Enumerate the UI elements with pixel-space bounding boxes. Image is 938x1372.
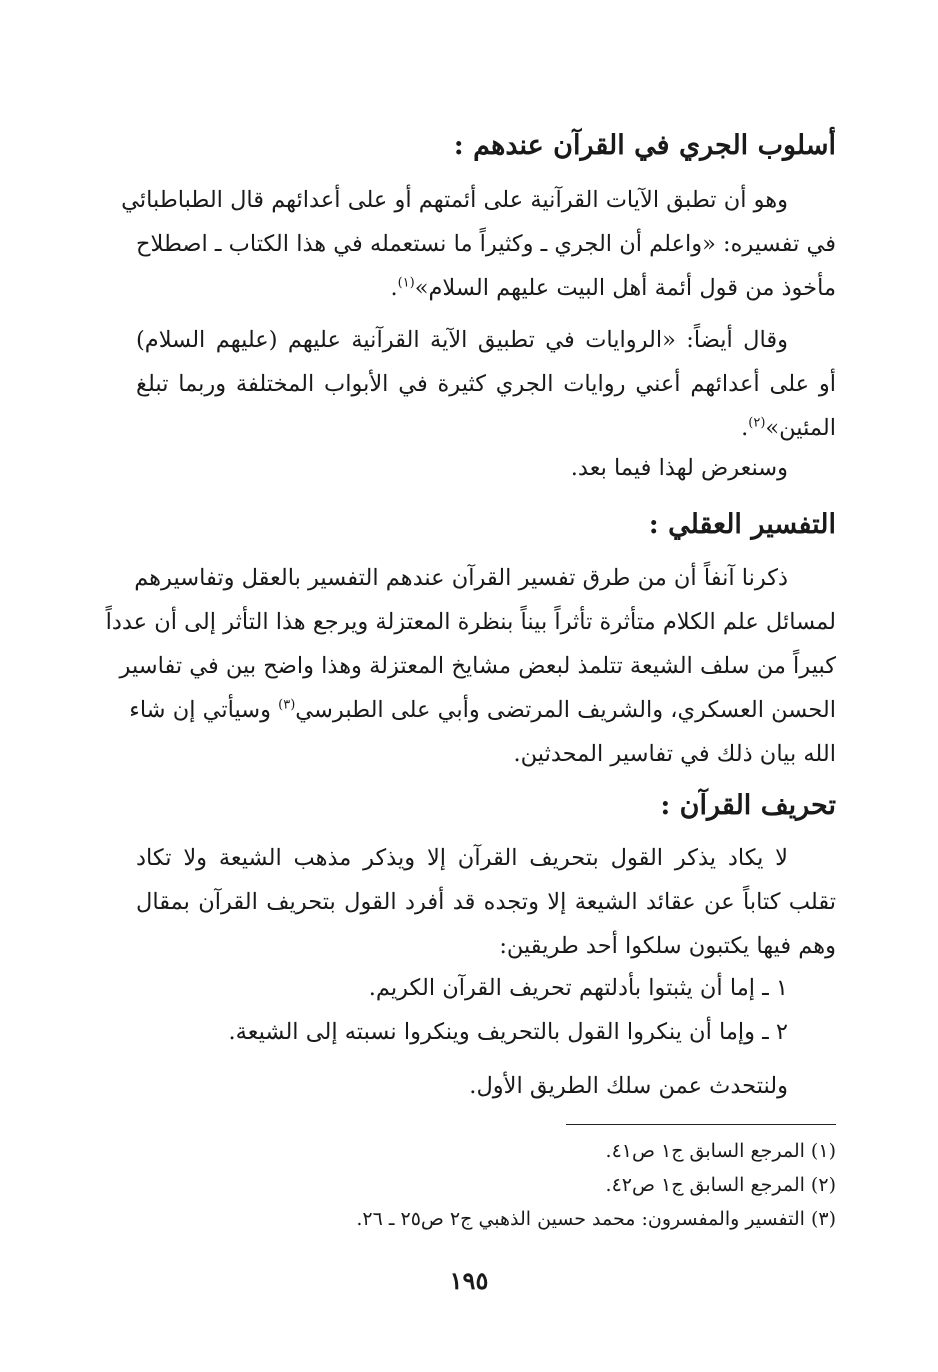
tahrif-approaches-list	[136, 966, 836, 1054]
text-line: وقال أيضاً: «الروايات في تطبيق الآية القرآنية عليهم (عليهم السلام)	[136, 327, 788, 353]
section-heading-aqli: التفسير العقلي :	[648, 509, 836, 540]
paragraph-aqli	[105, 556, 836, 776]
text-line: الله بيان ذلك في تفاسير المحدثين.	[513, 741, 836, 767]
footnote-divider	[566, 1124, 836, 1125]
text-line	[136, 266, 836, 310]
footnote-ref-1: (١)	[397, 275, 415, 291]
text-fragment: وسيأتي إن شاء	[129, 697, 279, 723]
text-line	[136, 406, 836, 450]
section-heading-jari: أسلوب الجري في القرآن عندهم :	[453, 130, 836, 161]
text-line: ولنتحدث عمن سلك الطريق الأول.	[469, 1073, 788, 1099]
footnote-3: (٣) التفسير والمفسرون: محمد حسين الذهبي ج٢ ص٢٥ ـ ٢٦.	[356, 1208, 836, 1230]
section-heading-tahrif: تحريف القرآن :	[660, 790, 836, 821]
paragraph-tahrif-closing	[136, 1064, 836, 1108]
list-item: ١ ـ إما أن يثبتوا بأدلتهم تحريف القرآن الكريم.	[368, 975, 788, 1001]
footnote-ref-2: (٢)	[748, 415, 766, 431]
footnote-1: (١) المرجع السابق ج١ ص٤١.	[605, 1140, 836, 1162]
text-line: تقلب كتاباً عن عقائد الشيعة إلا وتجده قد أفرد القول بتحريف القرآن بمقال	[136, 889, 836, 915]
text-line: لمسائل علم الكلام متأثرة تأثراً بيناً بنظرة المعتزلة ويرجع هذا التأثر إلى أن عدداً	[105, 609, 836, 635]
text-line	[129, 688, 836, 732]
text-line: ذكرنا آنفاً أن من طرق تفسير القرآن عندهم التفسير بالعقل وتفاسيرهم	[134, 565, 788, 591]
text-fragment: الحسن العسكري، والشريف المرتضى وأبي على الطبرسي	[295, 697, 836, 723]
text-line: لا يكاد يذكر القول بتحريف القرآن إلا ويذكر مذهب الشيعة ولا تكاد	[136, 845, 788, 871]
text-fragment: .	[741, 415, 749, 441]
text-fragment: مأخوذ من قول أئمة أهل البيت عليهم السلام»	[414, 275, 836, 301]
text-line: وسنعرض لهذا فيما بعد.	[570, 455, 788, 481]
paragraph-jari-quote	[136, 318, 836, 450]
footnotes	[136, 1134, 836, 1236]
paragraph-tahrif	[136, 836, 836, 968]
text-fragment: .	[390, 275, 398, 301]
text-line: وهم فيها يكتبون سلكوا أحد طريقين:	[499, 933, 836, 959]
text-line: كبيراً من سلف الشيعة تتلمذ لبعض مشايخ المعتزلة وهذا واضح بين في تفاسير	[119, 653, 836, 679]
text-line: أو على أعدائهم أعني روايات الجري كثيرة في الأبواب المختلفة وربما تبلغ	[136, 371, 836, 397]
paragraph-jari-later	[136, 446, 836, 490]
footnote-2: (٢) المرجع السابق ج١ ص٤٢.	[605, 1174, 836, 1196]
text-line: في تفسيره: «واعلم أن الجري ـ وكثيراً ما نستعمله في هذا الكتاب ـ اصطلاح	[136, 231, 836, 257]
page-number: ١٩٥	[449, 1266, 489, 1295]
footnote-ref-3: (٣)	[278, 697, 296, 713]
text-line: وهو أن تطبق الآيات القرآنية على أئمتهم أو على أعدائهم قال الطباطبائي	[121, 187, 788, 213]
list-item: ٢ ـ وإما أن ينكروا القول بالتحريف وينكروا نسبته إلى الشيعة.	[228, 1019, 788, 1045]
paragraph-jari-definition	[121, 178, 836, 310]
text-fragment: المئين»	[765, 415, 836, 441]
